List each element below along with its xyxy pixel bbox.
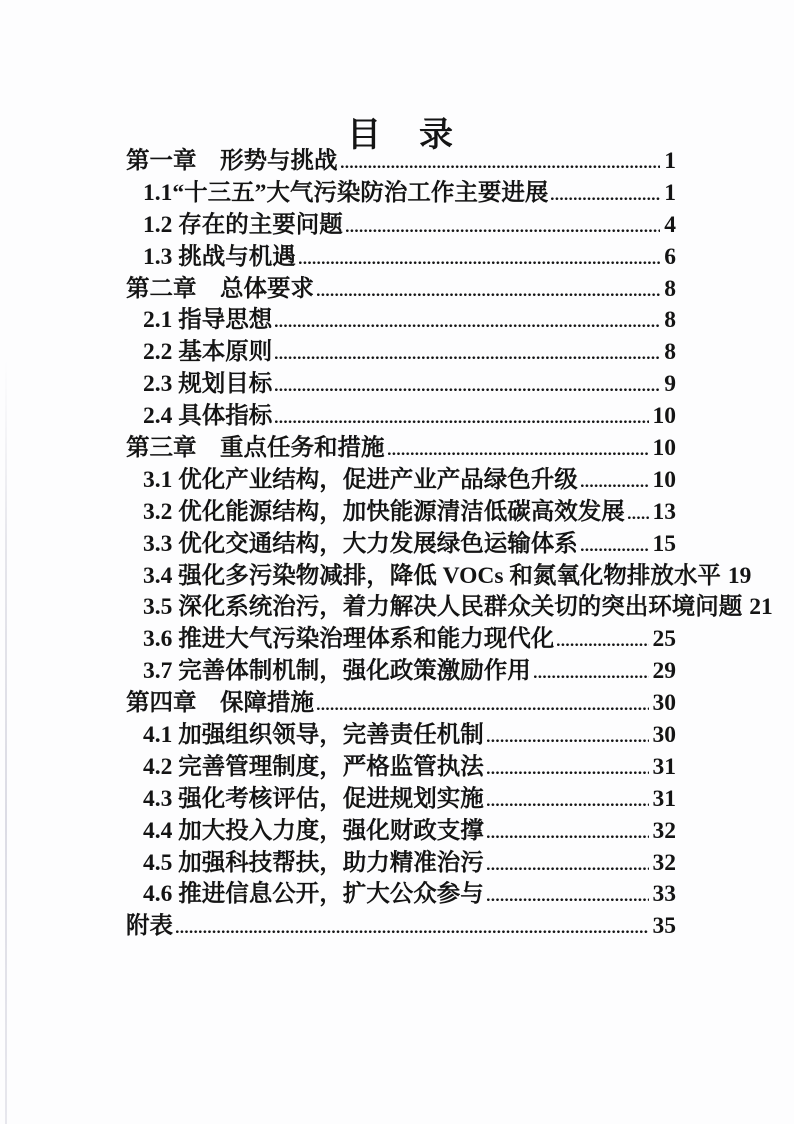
toc-entry xyxy=(126,178,676,210)
toc-entry-label: 第二章 总体要求 xyxy=(126,275,314,302)
toc-entry xyxy=(126,688,676,720)
toc-entry xyxy=(126,656,676,688)
toc-leader-dots xyxy=(551,195,660,200)
toc-entry-page: 30 xyxy=(652,690,676,717)
toc-entry xyxy=(126,401,676,433)
toc-entry-label: 附表 xyxy=(126,913,173,940)
toc-entry-label: 3.3 优化交通结构，大力发展绿色运输体系 xyxy=(143,530,578,557)
toc-entry xyxy=(126,879,676,911)
toc-entry-label: 3.2 优化能源结构，加快能源清洁低碳高效发展 xyxy=(143,498,625,525)
toc-leader-dots xyxy=(275,322,660,327)
toc-entry xyxy=(126,784,676,816)
toc-entry-label: 1.1“十三五”大气污染防治工作主要进展 xyxy=(143,179,549,206)
toc-leader-dots xyxy=(487,737,649,742)
toc-leader-dots xyxy=(176,928,649,933)
toc-entry-label: 4.3 强化考核评估，促进规划实施 xyxy=(143,785,484,812)
toc-entry-page: 1 xyxy=(664,148,676,174)
toc-entry-label: 第一章 形势与挑战 xyxy=(126,148,338,174)
toc-entry xyxy=(126,146,676,178)
toc-entry-page: 19 xyxy=(727,562,752,589)
toc-entry-page: 35 xyxy=(652,913,676,940)
toc-entry-page: 4 xyxy=(664,211,676,238)
toc-entry-label: 2.4 具体指标 xyxy=(143,403,273,430)
toc-list xyxy=(126,146,773,943)
toc-entry-page: 10 xyxy=(652,466,676,493)
toc-leader-dots xyxy=(581,482,649,487)
toc-leader-dots xyxy=(275,386,660,391)
toc-entry-page: 33 xyxy=(652,881,676,908)
toc-leader-dots xyxy=(487,833,649,838)
toc-leader-dots xyxy=(275,418,648,423)
toc-entry-page: 10 xyxy=(652,435,676,462)
toc-leader-dots xyxy=(317,291,660,296)
toc-entry-label: 2.2 基本原则 xyxy=(143,339,273,366)
toc-entry-page: 6 xyxy=(664,243,676,270)
toc-entry xyxy=(126,305,676,337)
toc-entry-label: 4.1 加强组织领导，完善责任机制 xyxy=(143,722,484,749)
toc-entry-page: 8 xyxy=(664,275,676,302)
toc-entry-label: 2.1 指导思想 xyxy=(143,307,273,334)
toc-leader-dots xyxy=(299,259,661,264)
toc-leader-dots xyxy=(487,896,649,901)
toc-leader-dots xyxy=(487,865,649,870)
toc-entry-page: 32 xyxy=(652,849,676,876)
toc-entry-label: 3.5 深化系统治污，着力解决人民群众关切的突出环境问题 xyxy=(143,594,743,621)
toc-entry-label: 4.5 加强科技帮扶，助力精准治污 xyxy=(143,849,484,876)
toc-entry-page: 13 xyxy=(652,498,676,525)
toc-entry-label: 3.7 完善体制机制，强化政策激励作用 xyxy=(143,658,531,685)
toc-entry xyxy=(126,274,676,306)
toc-entry xyxy=(126,911,676,943)
toc-entry-page: 10 xyxy=(652,403,676,430)
page-title: 目 录 xyxy=(347,116,455,154)
toc-entry-label: 4.6 推进信息公开，扩大公众参与 xyxy=(143,881,484,908)
toc-entry-label: 2.3 规划目标 xyxy=(143,371,273,398)
toc-entry-page: 21 xyxy=(749,594,773,621)
scan-edge-artifact xyxy=(5,360,7,1124)
toc-entry xyxy=(126,529,676,561)
toc-entry xyxy=(126,497,676,529)
toc-leader-dots xyxy=(388,450,649,455)
toc-entry xyxy=(126,720,676,752)
toc-entry xyxy=(126,369,676,401)
toc-entry xyxy=(126,433,676,465)
toc-leader-dots xyxy=(341,163,661,168)
toc-entry xyxy=(126,848,676,880)
toc-entry xyxy=(126,624,676,656)
toc-leader-dots xyxy=(346,227,661,232)
toc-leader-dots xyxy=(487,801,649,806)
toc-leader-dots xyxy=(581,546,649,551)
toc-leader-dots xyxy=(487,769,649,774)
toc-leader-dots xyxy=(628,514,649,519)
toc-entry xyxy=(126,816,676,848)
toc-leader-dots xyxy=(557,641,648,646)
toc-entry-label: 3.6 推进大气污染治理体系和能力现代化 xyxy=(143,626,555,653)
toc-entry-label: 4.2 完善管理制度，严格监管执法 xyxy=(143,753,484,780)
toc-entry-page: 29 xyxy=(652,658,676,685)
toc-entry xyxy=(126,210,676,242)
toc-entry-page: 25 xyxy=(652,626,676,653)
toc-entry xyxy=(126,752,676,784)
toc-entry-label: 1.2 存在的主要问题 xyxy=(143,211,343,238)
toc-entry-label: 第四章 保障措施 xyxy=(126,690,314,717)
toc-entry-page: 8 xyxy=(664,339,676,366)
toc-entry-label: 1.3 挑战与机遇 xyxy=(143,243,296,270)
toc-leader-dots xyxy=(317,705,649,710)
toc-entry xyxy=(126,242,676,274)
toc-leader-dots xyxy=(275,354,660,359)
toc-entry-page: 15 xyxy=(652,530,676,557)
toc-entry-page: 9 xyxy=(664,371,676,398)
toc-entry-page: 31 xyxy=(652,753,676,780)
toc-entry-page: 8 xyxy=(664,307,676,334)
toc-entry xyxy=(126,337,676,369)
toc-leader-dots xyxy=(534,673,649,678)
toc-entry-label: 3.1 优化产业结构，促进产业产品绿色升级 xyxy=(143,466,578,493)
toc-entry-page: 31 xyxy=(652,785,676,812)
toc-entry xyxy=(126,592,773,624)
toc-entry-page: 32 xyxy=(652,817,676,844)
toc-entry-page: 30 xyxy=(652,722,676,749)
toc-entry-label: 第三章 重点任务和措施 xyxy=(126,435,385,462)
toc-entry xyxy=(126,561,752,593)
toc-entry-page: 1 xyxy=(664,179,676,206)
toc-entry-label: 4.4 加大投入力度，强化财政支撑 xyxy=(143,817,484,844)
toc-entry xyxy=(126,465,676,497)
toc-entry-label: 3.4 强化多污染物减排，降低 VOCs 和氮氧化物排放水平 xyxy=(143,562,721,589)
